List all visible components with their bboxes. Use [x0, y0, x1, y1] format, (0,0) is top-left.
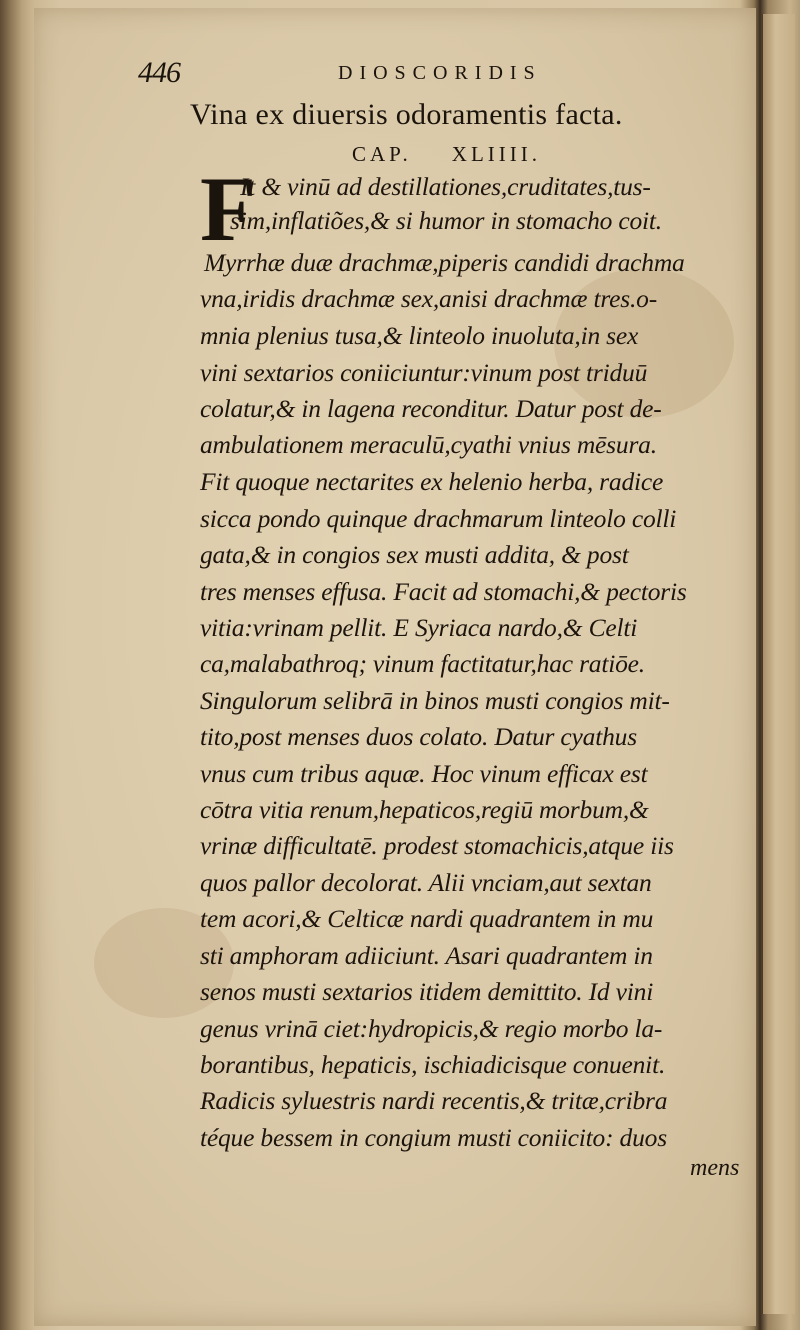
page-header: [138, 56, 698, 96]
text-line: tem acori,& Celticæ nardi quadrantem in mu: [200, 904, 654, 933]
chapter-number: [352, 142, 541, 167]
chapter-title: Vina ex diuersis odoramentis facta.: [190, 98, 623, 131]
text-line: mnia plenius tusa,& linteolo inuoluta,in sex: [200, 321, 639, 350]
drop-cap: F: [200, 158, 257, 260]
text-line: cōtra vitia renum,hepaticos,regiū morbum,&: [200, 795, 649, 824]
text-line: senos musti sextarios itidem demittito. Id vini: [200, 977, 654, 1006]
text-line: téque bessem in congium musti coniicito: duos: [200, 1123, 667, 1152]
text-line: tres menses effusa. Facit ad stomachi,& pectoris: [200, 577, 687, 606]
running-head: DIOSCORIDIS: [338, 62, 542, 84]
text-line: Radicis syluestris nardi recentis,& tritæ,cribra: [200, 1086, 668, 1115]
text-line: sti amphoram adiiciunt. Asari quadrantem in: [200, 941, 653, 970]
text-line: tito,post menses duos colato. Datur cyathus: [200, 722, 637, 751]
text-line: ca,malabathroq; vinum factitatur,hac ratiōe.: [200, 649, 645, 678]
page-number: 446: [138, 56, 180, 89]
text-line: It & vinū ad destillationes,cruditates,tus-: [240, 172, 651, 201]
catchword: mens: [690, 1155, 740, 1181]
text-line: vnus cum tribus aquæ. Hoc vinum efficax est: [200, 759, 648, 788]
chapter-label: CAP.: [352, 142, 412, 166]
chapter-numeral: XLIIII.: [451, 142, 541, 166]
text-line: genus vrinā ciet:hydropicis,& regio morbo la-: [200, 1014, 663, 1043]
text-line: ambulationem meraculū,cyathi vnius mēsura.: [200, 430, 657, 459]
facing-page-edge: [762, 14, 795, 1314]
text-line: borantibus, hepaticis, ischiadicisque conuenit.: [200, 1050, 666, 1079]
text-line: sim,inflatiões,& si humor in stomacho coit.: [230, 206, 662, 235]
text-line: gata,& in congios sex musti addita, & post: [200, 540, 629, 569]
text-line: Singulorum selibrā in binos musti congios mit-: [200, 686, 670, 715]
text-line: vitia:vrinam pellit. E Syriaca nardo,& Celti: [200, 613, 638, 642]
text-line: Fit quoque nectarites ex helenio herba, radice: [200, 467, 664, 496]
text-line: quos pallor decolorat. Alii vnciam,aut sextan: [200, 868, 652, 897]
text-line: vna,iridis drachmæ sex,anisi drachmæ tres.o-: [200, 284, 658, 313]
text-line: vini sextarios coniiciuntur:vinum post triduū: [200, 358, 648, 387]
text-line: vrinæ difficultatē. prodest stomachicis,atque iis: [200, 831, 674, 860]
text-line: Myrrhæ duæ drachmæ,piperis candidi drachma: [204, 248, 685, 277]
text-line: sicca pondo quinque drachmarum linteolo colli: [200, 504, 677, 533]
text-line: colatur,& in lagena reconditur. Datur post de-: [200, 394, 662, 423]
